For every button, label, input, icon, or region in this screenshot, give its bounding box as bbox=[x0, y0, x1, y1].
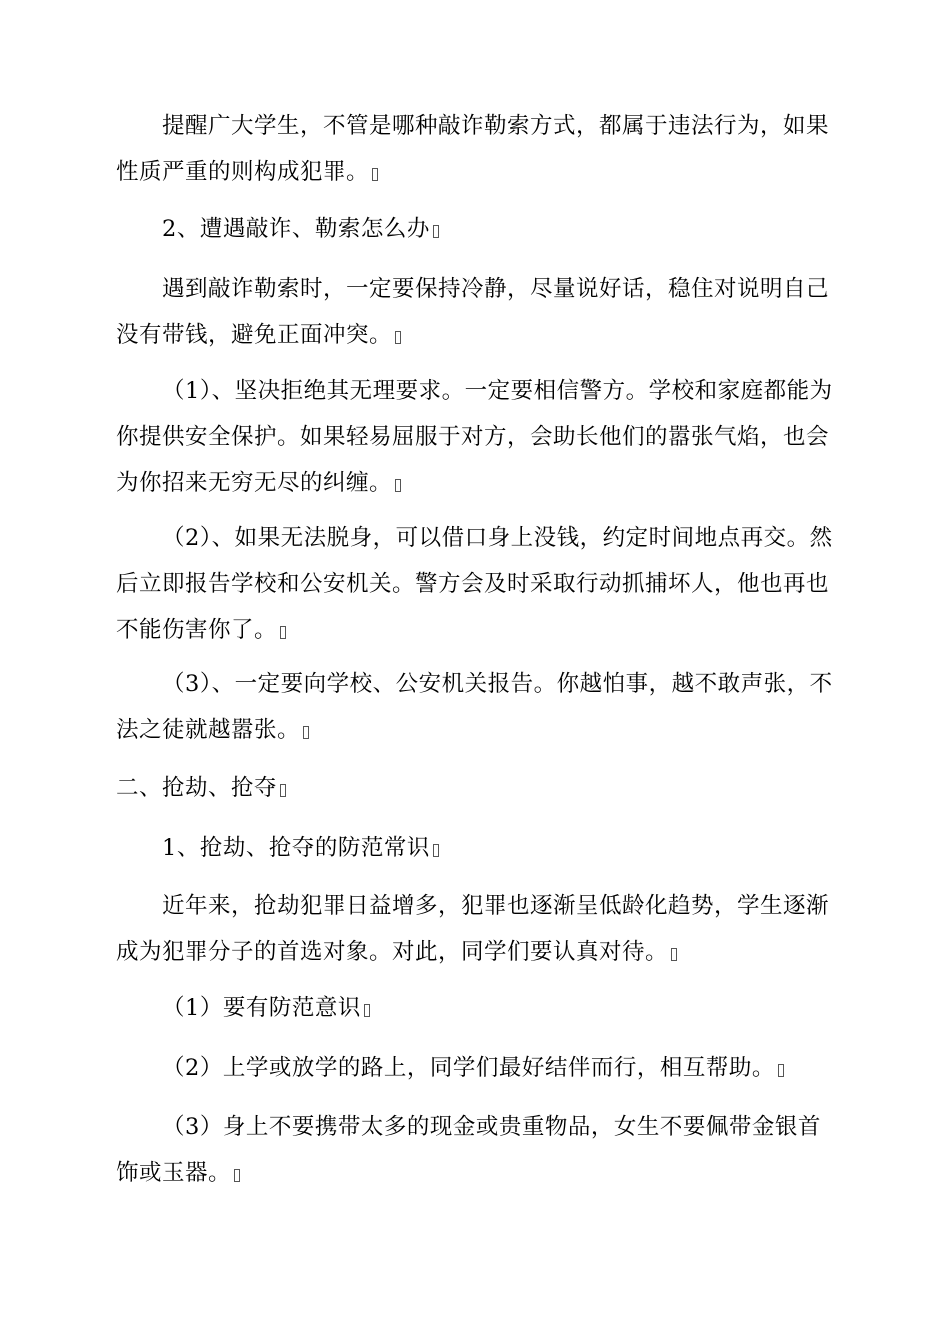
paragraph-mark-icon bbox=[778, 1064, 784, 1077]
paragraph-text: 1、抢劫、抢夺的防范常识 bbox=[162, 835, 430, 861]
paragraph-mark-icon bbox=[372, 168, 378, 181]
paragraph-mark-icon bbox=[395, 331, 401, 344]
paragraph bbox=[116, 103, 836, 195]
paragraph-mark-icon bbox=[364, 1004, 370, 1017]
paragraph-mark-icon bbox=[395, 479, 401, 492]
paragraph bbox=[116, 661, 836, 753]
list-item bbox=[116, 985, 836, 1031]
paragraph bbox=[116, 368, 836, 506]
paragraph-mark-icon bbox=[303, 726, 309, 739]
paragraph bbox=[116, 515, 836, 653]
paragraph-text: （2）上学或放学的路上，同学们最好结伴而行，相互帮助。 bbox=[162, 1055, 775, 1081]
paragraph-mark-icon bbox=[280, 784, 286, 797]
paragraph-text: （1）要有防范意识 bbox=[162, 995, 361, 1021]
paragraph-text: （3）、一定要向学校、公安机关报告。你越怕事，越不敢声张，不法之徒就越嚣张。 bbox=[116, 671, 833, 743]
section-heading bbox=[116, 206, 836, 252]
paragraph-text: 2、遭遇敲诈、勒索怎么办 bbox=[162, 216, 430, 242]
subsection-heading bbox=[116, 825, 836, 871]
paragraph-mark-icon bbox=[234, 1169, 240, 1182]
list-item bbox=[116, 1045, 836, 1091]
paragraph-text: 提醒广大学生，不管是哪种敲诈勒索方式，都属于违法行为，如果性质严重的则构成犯罪。 bbox=[116, 113, 830, 185]
paragraph-text: 遇到敲诈勒索时，一定要保持冷静，尽量说好话，稳住对说明自己没有带钱，避免正面冲突。 bbox=[116, 276, 830, 348]
paragraph-text: 二、抢劫、抢夺 bbox=[116, 775, 278, 801]
paragraph-text: （2）、如果无法脱身，可以借口身上没钱，约定时间地点再交。然后立即报告学校和公安机关。警方会及时采取行动抓捕坏人，他也再也不能伤害你了。 bbox=[116, 525, 833, 643]
paragraph-text: 近年来，抢劫犯罪日益增多，犯罪也逐渐呈低龄化趋势，学生逐渐成为犯罪分子的首选对象。对此，同学们要认真对待。 bbox=[116, 893, 830, 965]
paragraph-text: （1）、坚决拒绝其无理要求。一定要相信警方。学校和家庭都能为你提供安全保护。如果轻易屈服于对方，会助长他们的嚣张气焰，也会为你招来无穷无尽的纠缠。 bbox=[116, 378, 833, 496]
paragraph bbox=[116, 266, 836, 358]
paragraph-text: （3）身上不要携带太多的现金或贵重物品，女生不要佩带金银首饰或玉器。 bbox=[116, 1114, 821, 1186]
paragraph-mark-icon bbox=[280, 626, 286, 639]
paragraph bbox=[116, 883, 836, 975]
section-heading bbox=[116, 765, 836, 811]
list-item bbox=[116, 1104, 836, 1196]
paragraph-mark-icon bbox=[433, 844, 439, 857]
paragraph-mark-icon bbox=[671, 948, 677, 961]
paragraph-mark-icon bbox=[433, 225, 439, 238]
